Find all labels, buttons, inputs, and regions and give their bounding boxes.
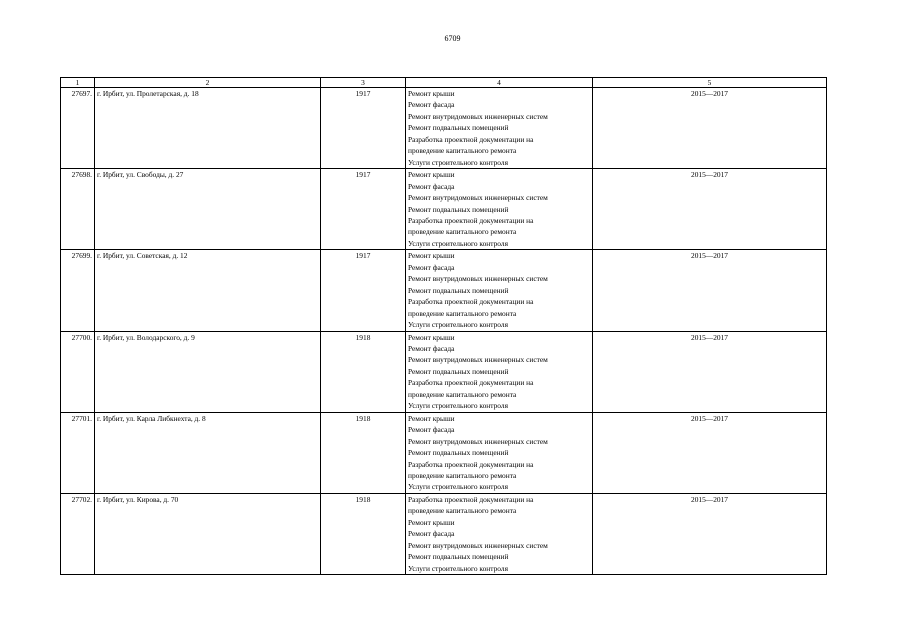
table-header-row	[61, 78, 827, 88]
work-item: проведение капитального ремонта	[408, 506, 517, 516]
work-item: Ремонт фасада	[408, 262, 455, 272]
row-works	[406, 331, 593, 412]
table-body	[61, 88, 827, 575]
work-item: Ремонт фасада	[408, 100, 455, 110]
work-item: Ремонт внутридомовых инженерных систем	[408, 193, 548, 203]
row-works	[406, 88, 593, 169]
work-item: Услуги строительного контроля	[408, 401, 508, 411]
row-year: 1917	[321, 88, 406, 169]
work-item: Ремонт внутридомовых инженерных систем	[408, 540, 548, 550]
work-item: проведение капитального ремонта	[408, 146, 517, 156]
work-item: Ремонт внутридомовых инженерных систем	[408, 355, 548, 365]
work-item: Ремонт фасада	[408, 529, 455, 539]
row-address: г. Ирбит, ул. Советская, д. 12	[95, 250, 321, 331]
column-header: 1	[61, 78, 95, 88]
row-works	[406, 250, 593, 331]
repair-schedule-table	[60, 77, 827, 575]
table-row	[61, 250, 827, 331]
work-item: проведение капитального ремонта	[408, 308, 517, 318]
table-row	[61, 88, 827, 169]
table-row	[61, 493, 827, 574]
work-item: проведение капитального ремонта	[408, 470, 517, 480]
row-number: 27701.	[61, 412, 95, 493]
work-item: Ремонт фасада	[408, 343, 455, 353]
work-item: проведение капитального ремонта	[408, 227, 517, 237]
row-number: 27700.	[61, 331, 95, 412]
column-header: 4	[406, 78, 593, 88]
work-item: Разработка проектной документации на	[408, 378, 534, 388]
work-item: Услуги строительного контроля	[408, 320, 508, 330]
work-item: Разработка проектной документации на	[408, 297, 534, 307]
table-row	[61, 169, 827, 250]
work-item: Ремонт крыши	[408, 332, 455, 342]
work-item: Услуги строительного контроля	[408, 157, 508, 167]
column-header: 3	[321, 78, 406, 88]
work-item: Услуги строительного контроля	[408, 563, 508, 573]
row-address: г. Ирбит, ул. Пролетарская, д. 18	[95, 88, 321, 169]
row-year: 1918	[321, 493, 406, 574]
row-number: 27699.	[61, 250, 95, 331]
row-works	[406, 412, 593, 493]
work-item: Ремонт внутридомовых инженерных систем	[408, 111, 548, 121]
row-period: 2015—2017	[593, 88, 827, 169]
work-item: Услуги строительного контроля	[408, 238, 508, 248]
row-year: 1917	[321, 250, 406, 331]
row-address: г. Ирбит, ул. Володарского, д. 9	[95, 331, 321, 412]
work-item: Разработка проектной документации на	[408, 215, 534, 225]
work-item: Ремонт крыши	[408, 517, 455, 527]
work-item: Услуги строительного контроля	[408, 482, 508, 492]
work-item: Ремонт крыши	[408, 413, 455, 423]
work-item: Ремонт подвальных помещений	[408, 448, 509, 458]
column-header: 2	[95, 78, 321, 88]
row-address: г. Ирбит, ул. Карла Либкнехта, д. 8	[95, 412, 321, 493]
work-item: Ремонт крыши	[408, 170, 455, 180]
row-year: 1918	[321, 412, 406, 493]
work-item: Ремонт подвальных помещений	[408, 285, 509, 295]
page-number: 6709	[444, 34, 461, 43]
table-row	[61, 412, 827, 493]
table-row	[61, 331, 827, 412]
work-item: Ремонт крыши	[408, 89, 455, 98]
row-works	[406, 493, 593, 574]
work-item: Разработка проектной документации на	[408, 134, 534, 144]
row-number: 27697.	[61, 88, 95, 169]
work-item: Ремонт подвальных помещений	[408, 204, 509, 214]
row-year: 1917	[321, 169, 406, 250]
row-period: 2015—2017	[593, 331, 827, 412]
work-item: Ремонт подвальных помещений	[408, 366, 509, 376]
work-item: Разработка проектной документации на	[408, 459, 534, 469]
column-header: 5	[593, 78, 827, 88]
work-item: Ремонт фасада	[408, 425, 455, 435]
row-period: 2015—2017	[593, 169, 827, 250]
row-period: 2015—2017	[593, 412, 827, 493]
work-item: Ремонт внутридомовых инженерных систем	[408, 436, 548, 446]
work-item: Ремонт фасада	[408, 181, 455, 191]
work-item: Разработка проектной документации на	[408, 494, 534, 504]
row-works	[406, 169, 593, 250]
row-number: 27702.	[61, 493, 95, 574]
work-item: Ремонт внутридомовых инженерных систем	[408, 274, 548, 284]
row-address: г. Ирбит, ул. Свободы, д. 27	[95, 169, 321, 250]
row-period: 2015—2017	[593, 493, 827, 574]
row-number: 27698.	[61, 169, 95, 250]
row-year: 1918	[321, 331, 406, 412]
work-item: Ремонт крыши	[408, 251, 455, 261]
row-period: 2015—2017	[593, 250, 827, 331]
work-item: Ремонт подвальных помещений	[408, 123, 509, 133]
work-item: Ремонт подвальных помещений	[408, 552, 509, 562]
work-item: проведение капитального ремонта	[408, 389, 517, 399]
row-address: г. Ирбит, ул. Кирова, д. 70	[95, 493, 321, 574]
